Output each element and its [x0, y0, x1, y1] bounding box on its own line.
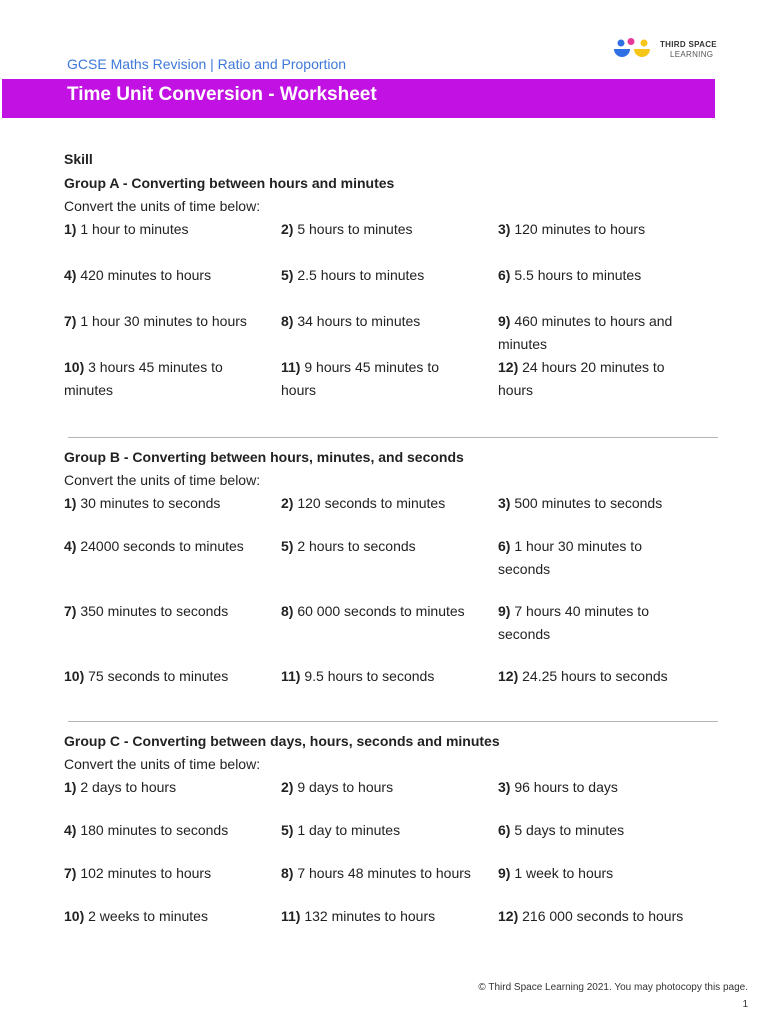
question-item	[498, 218, 724, 264]
question-text: 5.5 hours to minutes	[514, 267, 642, 283]
question-row	[64, 264, 724, 310]
question-item	[498, 819, 724, 862]
question-number: 2)	[281, 779, 294, 795]
question-number: 1)	[64, 779, 77, 795]
question-text: 34 hours to minutes	[297, 313, 421, 329]
question-item	[64, 218, 281, 264]
question-number: 4)	[64, 538, 77, 554]
question-item	[498, 310, 698, 356]
question-number: 6)	[498, 822, 511, 838]
question-text: 5 hours to minutes	[297, 221, 413, 237]
question-text: 2 weeks to minutes	[88, 908, 208, 924]
question-text: 30 minutes to seconds	[80, 495, 221, 511]
section-divider	[68, 437, 718, 438]
question-text: 460 minutes to hours and minutes	[498, 313, 673, 352]
question-item	[498, 600, 663, 665]
question-text: 2 hours to seconds	[297, 538, 416, 554]
question-number: 5)	[281, 822, 294, 838]
question-item	[281, 819, 498, 862]
question-text: 216 000 seconds to hours	[522, 908, 684, 924]
question-number: 3)	[498, 779, 511, 795]
question-row	[64, 665, 724, 688]
group-c-instruction: Convert the units of time below:	[64, 756, 261, 772]
group-b	[64, 446, 724, 688]
question-text: 350 minutes to seconds	[80, 603, 229, 619]
question-item	[64, 665, 281, 688]
question-row	[64, 819, 724, 862]
question-item	[281, 264, 498, 310]
question-item	[498, 905, 724, 928]
question-number: 11)	[281, 668, 301, 684]
question-item	[498, 492, 724, 535]
question-number: 12)	[498, 908, 519, 924]
question-number: 5)	[281, 538, 294, 554]
group-b-title: Group B - Converting between hours, minutes, and seconds	[64, 449, 464, 465]
question-text: 24.25 hours to seconds	[522, 668, 668, 684]
question-text: 180 minutes to seconds	[80, 822, 229, 838]
question-item	[281, 665, 498, 688]
question-text: 24 hours 20 minutes to hours	[498, 359, 665, 398]
question-text: 420 minutes to hours	[80, 267, 212, 283]
question-item	[281, 862, 498, 905]
question-item	[498, 535, 658, 600]
question-text: 9 days to hours	[297, 779, 394, 795]
question-text: 7 hours 40 minutes to seconds	[498, 603, 649, 642]
question-number: 6)	[498, 538, 511, 554]
question-number: 2)	[281, 221, 294, 237]
logo-line-1: THIRD SPACE	[660, 40, 717, 49]
question-row	[64, 492, 724, 535]
question-text: 5 days to minutes	[514, 822, 625, 838]
group-a	[64, 172, 724, 402]
question-number: 6)	[498, 267, 511, 283]
question-item	[64, 356, 234, 402]
question-item	[64, 905, 281, 928]
question-text: 500 minutes to seconds	[514, 495, 663, 511]
question-number: 2)	[281, 495, 294, 511]
question-row	[64, 535, 724, 600]
question-text: 120 seconds to minutes	[297, 495, 446, 511]
question-item	[281, 492, 498, 535]
question-text: 60 000 seconds to minutes	[297, 603, 465, 619]
group-a-instruction: Convert the units of time below:	[64, 198, 261, 214]
question-text: 120 minutes to hours	[514, 221, 646, 237]
question-row	[64, 356, 724, 402]
question-text: 1 day to minutes	[297, 822, 401, 838]
question-text: 9 hours 45 minutes to hours	[281, 359, 439, 398]
question-row	[64, 310, 724, 356]
question-number: 7)	[64, 313, 77, 329]
group-c	[64, 730, 724, 928]
question-text: 102 minutes to hours	[80, 865, 212, 881]
question-number: 9)	[498, 603, 511, 619]
question-number: 8)	[281, 313, 294, 329]
question-item	[498, 665, 724, 688]
question-number: 12)	[498, 359, 519, 375]
question-number: 10)	[64, 668, 85, 684]
question-text: 1 week to hours	[514, 865, 614, 881]
page-subtitle: GCSE Maths Revision | Ratio and Proportion	[67, 56, 347, 72]
question-item	[64, 535, 281, 600]
question-row	[64, 776, 724, 819]
skill-heading: Skill	[64, 151, 93, 167]
group-a-title: Group A - Converting between hours and minutes	[64, 175, 395, 191]
question-row	[64, 600, 724, 665]
question-number: 7)	[64, 865, 77, 881]
group-b-instruction: Convert the units of time below:	[64, 472, 261, 488]
question-number: 10)	[64, 359, 85, 375]
question-item	[281, 310, 498, 356]
question-number: 7)	[64, 603, 77, 619]
logo-wordmark	[660, 40, 717, 60]
copyright-footer: © Third Space Learning 2021. You may photocopy this page.	[478, 982, 748, 993]
question-number: 3)	[498, 221, 511, 237]
group-c-title: Group C - Converting between days, hours, seconds and minutes	[64, 733, 500, 749]
question-text: 9.5 hours to seconds	[304, 668, 435, 684]
question-number: 11)	[281, 359, 301, 375]
question-item	[64, 862, 281, 905]
question-number: 4)	[64, 267, 77, 283]
question-number: 5)	[281, 267, 294, 283]
question-row	[64, 218, 724, 264]
question-number: 12)	[498, 668, 519, 684]
question-text: 3 hours 45 minutes to minutes	[64, 359, 223, 398]
question-text: 2.5 hours to minutes	[297, 267, 425, 283]
section-divider	[68, 721, 718, 722]
question-item	[281, 600, 498, 665]
question-row	[64, 905, 724, 928]
question-number: 11)	[281, 908, 301, 924]
question-number: 9)	[498, 865, 511, 881]
question-text: 2 days to hours	[80, 779, 177, 795]
question-item	[498, 862, 724, 905]
question-number: 8)	[281, 865, 294, 881]
question-item	[64, 264, 281, 310]
question-number: 1)	[64, 495, 77, 511]
logo-line-2: LEARNING	[670, 50, 714, 59]
question-row	[64, 862, 724, 905]
question-number: 1)	[64, 221, 77, 237]
question-number: 9)	[498, 313, 511, 329]
question-number: 3)	[498, 495, 511, 511]
question-item	[64, 492, 281, 535]
question-text: 96 hours to days	[514, 779, 618, 795]
question-item	[281, 535, 498, 600]
question-text: 1 hour 30 minutes to hours	[80, 313, 247, 329]
question-text: 7 hours 48 minutes to hours	[297, 865, 471, 881]
page-number: 1	[742, 999, 748, 1010]
question-text: 132 minutes to hours	[304, 908, 436, 924]
question-item	[64, 819, 281, 862]
question-item	[64, 600, 281, 665]
question-number: 4)	[64, 822, 77, 838]
question-text: 75 seconds to minutes	[88, 668, 229, 684]
question-item	[281, 905, 498, 928]
question-item	[498, 264, 724, 310]
question-number: 10)	[64, 908, 85, 924]
question-item	[281, 356, 471, 402]
question-item	[281, 776, 498, 819]
question-text: 24000 seconds to minutes	[80, 538, 244, 554]
question-item	[498, 356, 698, 402]
question-item	[64, 310, 281, 356]
question-item	[281, 218, 498, 264]
question-item	[64, 776, 281, 819]
question-text: 1 hour to minutes	[80, 221, 189, 237]
page-title: Time Unit Conversion - Worksheet	[67, 84, 377, 105]
question-item	[498, 776, 724, 819]
question-text: 1 hour 30 minutes to seconds	[498, 538, 642, 577]
question-number: 8)	[281, 603, 294, 619]
